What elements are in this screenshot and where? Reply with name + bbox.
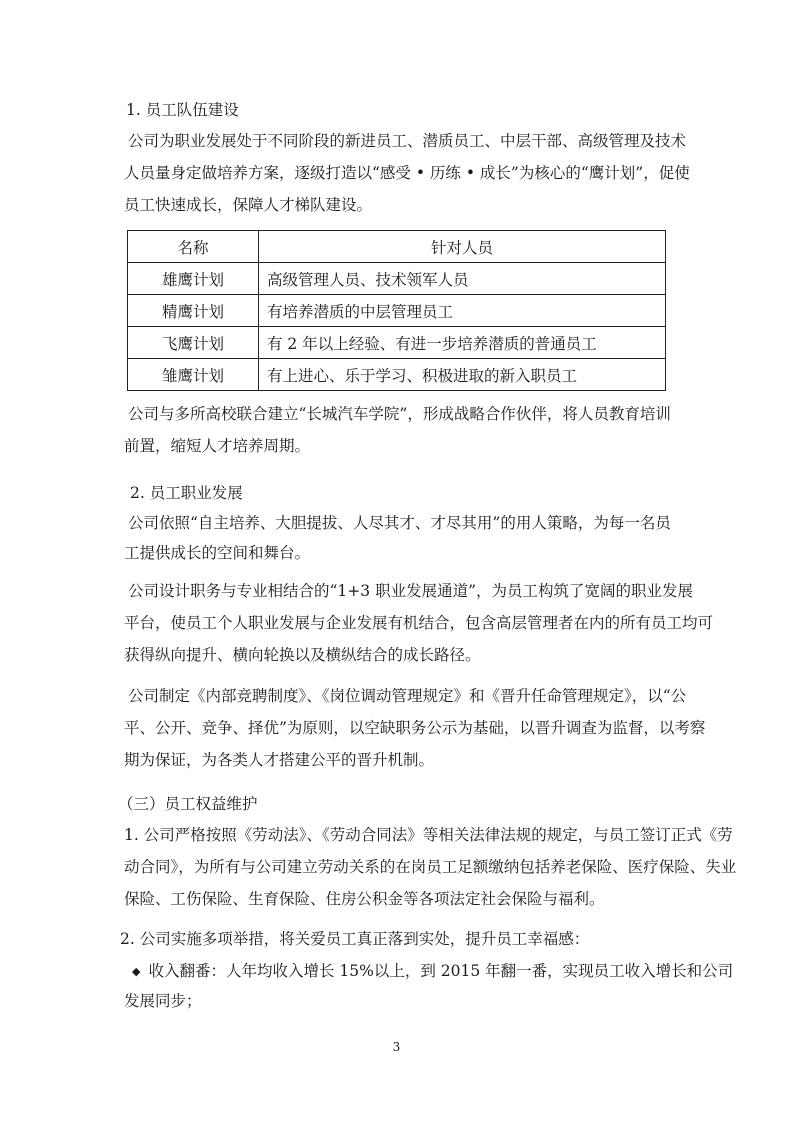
paragraph-line: 平、公开、竞争、择优”为原则，以空缺职务公示为基础，以晋升调查为监督，以考察 <box>124 719 706 737</box>
section-heading-employee-rights: （三）员工权益维护 <box>118 795 258 813</box>
table-header-target: 针对人员 <box>259 231 666 263</box>
bullet-text: 收入翻番：人年均收入增长 15%以上，到 2015 年翻一番，实现员工收入增长和公司 <box>148 962 734 980</box>
section-heading-career-development: 2. 员工职业发展 <box>130 484 243 502</box>
table-cell-target: 高级管理人员、技术领军人员 <box>259 263 666 295</box>
section-heading-team-building: 1. 员工队伍建设 <box>126 101 239 119</box>
table-cell-target: 有 2 年以上经验、有进一步培养潜质的普通员工 <box>259 327 666 359</box>
table-cell-target: 有培养潜质的中层管理员工 <box>259 295 666 327</box>
table-cell-name: 雏鹰计划 <box>128 359 259 391</box>
paragraph-line: 平台，使员工个人职业发展与企业发展有机结合，包含高层管理者在内的所有员工均可 <box>124 614 714 632</box>
table-cell-name: 飞鹰计划 <box>128 327 259 359</box>
table-row <box>128 263 666 295</box>
paragraph-line: 公司设计职务与专业相结合的“1+3 职业发展通道”，为员工构筑了宽阔的职业发展 <box>128 582 693 600</box>
table-cell-name: 雄鹰计划 <box>128 263 259 295</box>
table-header-name: 名称 <box>128 231 259 263</box>
paragraph-line: 动合同》，为所有与公司建立劳动关系的在岗员工足额缴纳包括养老保险、医疗保险、失业 <box>124 858 737 876</box>
paragraph-line: 员工快速成长，保障人才梯队建设。 <box>124 196 373 214</box>
table-header-row <box>128 231 666 263</box>
table-cell-name: 精鹰计划 <box>128 295 259 327</box>
paragraph-line: 人员量身定做培养方案，逐级打造以“感受 • 历练 • 成长”为核心的“鹰计划”，促使 <box>124 164 690 182</box>
table-row <box>128 295 666 327</box>
paragraph-line: 公司与多所高校联合建立“长城汽车学院”，形成战略合作伙伴，将人员教育培训 <box>128 405 671 423</box>
paragraph-line: 保险、工伤保险、生育保险、住房公积金等各项法定社会保险与福利。 <box>124 890 605 908</box>
page-number: 3 <box>392 1040 401 1054</box>
paragraph-line: 工提供成长的空间和舞台。 <box>124 544 311 562</box>
paragraph-line: 公司制定《内部竞聘制度》、《岗位调动管理规定》和《晋升任命管理规定》，以“公 <box>128 687 687 705</box>
bullet-item <box>132 961 734 983</box>
paragraph-line: 2. 公司实施多项举措，将关爱员工真正落到实处，提升员工幸福感： <box>120 930 590 948</box>
paragraph-line: 发展同步； <box>124 992 202 1010</box>
table-row <box>128 359 666 391</box>
paragraph-line: 公司为职业发展处于不同阶段的新进员工、潜质员工、中层干部、高级管理及技术 <box>128 132 687 150</box>
paragraph-line: 公司依照“自主培养、大胆提拔、人尽其才、才尽其用”的用人策略，为每一名员 <box>128 514 671 532</box>
paragraph-line: 1. 公司严格按照《劳动法》、《劳动合同法》等相关法律法规的规定，与员工签订正式《劳 <box>124 826 733 844</box>
paragraph-line: 前置，缩短人才培养周期。 <box>124 437 311 455</box>
table-cell-target: 有上进心、乐于学习、积极进取的新入职员工 <box>259 359 666 391</box>
paragraph-line: 获得纵向提升、横向轮换以及横纵结合的成长路径。 <box>124 646 481 664</box>
diamond-bullet-icon: ◆ <box>132 965 141 978</box>
eagle-plan-table <box>127 230 666 391</box>
paragraph-line: 期为保证，为各类人才搭建公平的晋升机制。 <box>124 751 435 769</box>
table-row <box>128 327 666 359</box>
